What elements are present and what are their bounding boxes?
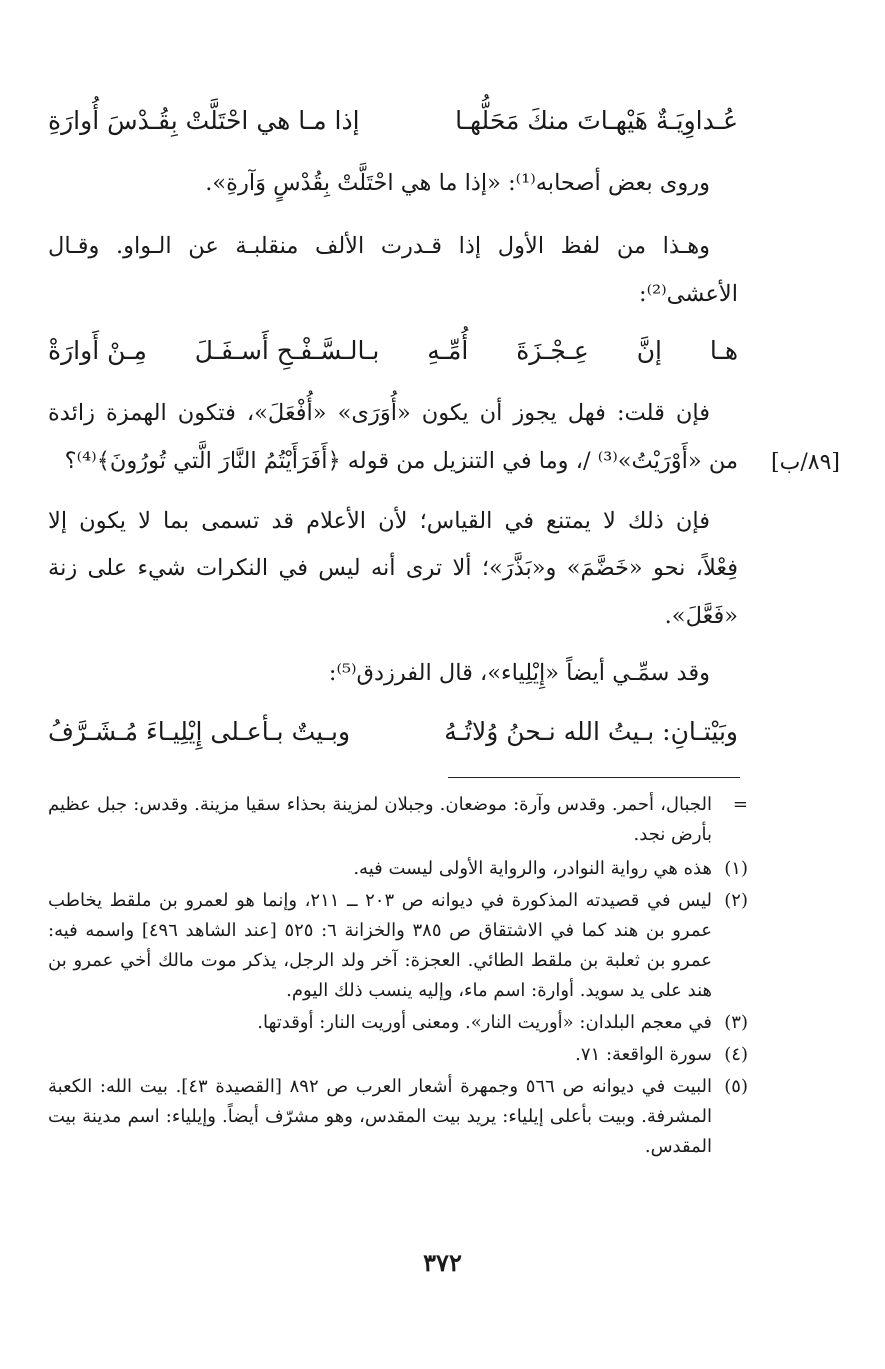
footnote-2 — [48, 886, 748, 1006]
verse-2-word-6: مِـنْ أَوارَةْ — [48, 336, 147, 365]
verse-line-2 — [48, 336, 738, 365]
verse-2-word-5: بـالـسَّـفْـحِ أَسـفَـلَ — [194, 336, 380, 365]
footnote-number: (٥) — [724, 1076, 748, 1097]
footnote-text: في معجم البلدان: «أوريت النار». ومعنى أوريت النار: أوقدتها. — [257, 1012, 712, 1033]
footnote-text: سورة الواقعة: ٧١. — [575, 1044, 712, 1065]
prose-line-6: فإن قلت: فهل يجوز أن يكون «أُوَرَى» «أُفْعَلَ»، فتكون الهمزة زائدة — [48, 400, 710, 426]
footnote-1 — [48, 854, 748, 884]
verse-line-3 — [48, 717, 738, 746]
footnote-number: (٤) — [724, 1044, 748, 1065]
verse-2-word-1: هـا — [709, 336, 738, 365]
prose-line-11: وقد سمِّـي أيضاً «إِيْلِياء»، قال الفرزدق⁽⁵⁾: — [328, 660, 710, 686]
footnote-5 — [48, 1072, 748, 1162]
prose-line-10: «فَعَّلَ». — [664, 603, 738, 629]
verse-1-second-hemistich: إذا مـا هي احْتَلَّتْ بِقُـدْسَ أُوارَةِ — [48, 106, 360, 135]
footnotes — [48, 790, 748, 1162]
prose-line-3: وهـذا من لفظ الأول إذا قـدرت الألف منقلبـة عن الـواو. وقـال — [48, 233, 710, 259]
verse-line-1 — [48, 106, 738, 135]
verse-2-word-2: إنَّ — [636, 336, 662, 365]
footnote-separator — [448, 777, 740, 778]
prose-line-8: فإن ذلك لا يمتنع في القياس؛ لأن الأعلام قد تسمى بما لا يكون إلا — [48, 508, 710, 534]
prose-line-2: وروى بعض أصحابه⁽¹⁾: «إذا ما هي احْتَلَّتْ بِقُدْسٍ وَآرةِ». — [205, 170, 710, 196]
verse-2-word-3: عِـجْـزَةَ — [516, 336, 589, 365]
verse-3-first-hemistich: وبَيْتـانِ: بـيتُ الله نـحنُ وُلاتُـهُ — [444, 717, 738, 746]
footnote-continued — [48, 790, 748, 850]
footnote-3 — [48, 1008, 748, 1038]
prose-line-4: الأعشى⁽²⁾: — [638, 281, 738, 307]
footnote-text: البيت في ديوانه ص ٥٦٦ وجمهرة أشعار العرب ص ٨٩٢ [القصيدة ٤٣]. بيت الله: الكعبة المشرفة. وبيت بأعلى إيلياء: يريد بيت المقدس، وهو مشرّف أيضاً. وإيلياء: اسم مدينة بيت المقدس. — [48, 1076, 713, 1157]
footnote-marker: = — [732, 794, 748, 815]
verse-1-first-hemistich: عُـداوِيَـةٌ هَيْهـاتَ منكَ مَحَلُّهـا — [455, 106, 738, 135]
page-number: ٣٧٢ — [423, 1248, 462, 1277]
footnote-text: ليس في قصيدته المذكورة في ديوانه ص ٢٠٣ ــ ٢١١، وإنما هو لعمرو بن ملقط يخاطب عمرو بن هند كما في الاشتقاق ص ٣٨٥ والخزانة ٦: ٥٢٥ [عند الشاهد ٤٩٦] واسمه فيه: عمرو بن ثعلبة بن ملقط الطائي. العجزة: آخر ولد الرجل، يذكر موت مالك أخي عمرو بن هند على يد سويد. أوارة: اسم ماء، وإليه ينسب ذلك اليوم. — [48, 890, 712, 1001]
footnote-4 — [48, 1040, 748, 1070]
footnote-number: (٣) — [724, 1012, 748, 1033]
footnote-number: (٢) — [724, 890, 748, 911]
footnote-number: (١) — [724, 858, 748, 879]
verse-2-word-4: أُمِّـهِ — [427, 336, 469, 365]
footnote-text: الجبال، أحمر. وقدس وآرة: موضعان. وجبلان لمزينة بحذاء سقيا مزينة. وقدس: جبل عظيم بأرض نجد. — [48, 794, 712, 845]
manuscript-folio-marker: [٨٩/ب] — [771, 450, 840, 475]
prose-line-7: من «أَوْرَيْتُ»⁽³⁾ /، وما في التنزيل من قوله ﴿أَفَرَأَيْتُمُ النَّارَ الَّتي تُورُونَ﴾⁽⁴⁾؟ — [64, 448, 738, 474]
footnote-text: هذه هي رواية النوادر، والرواية الأولى ليست فيه. — [353, 858, 712, 879]
prose-line-9: فِعْلاً، نحو «خَضَّمَ» و«بَذَّرَ»؛ ألا ترى أنه ليس في النكرات شيء على زنة — [48, 555, 738, 581]
verse-3-second-hemistich: وبـيتٌ بـأعـلى إِيْلِيـاءَ مُـشَـرَّفُ — [48, 717, 351, 746]
